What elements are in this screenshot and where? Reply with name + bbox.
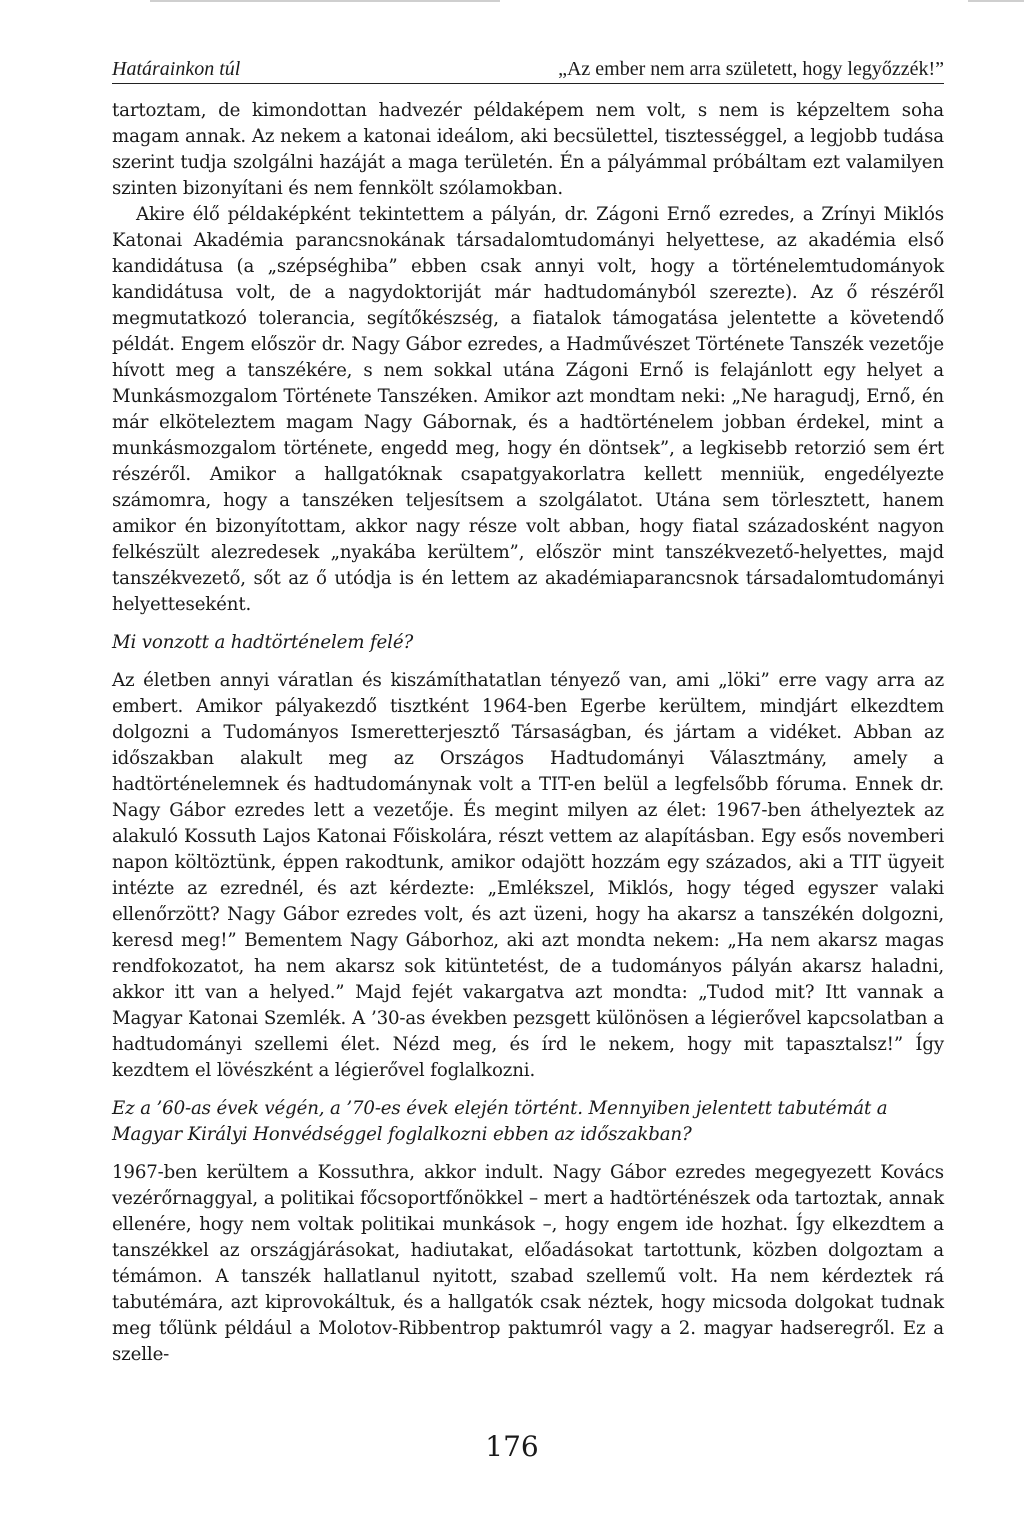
page-content (112, 58, 944, 1368)
interview-question-2: Ez a ’60-as évek végén, a ’70-es évek elején történt. Mennyiben jelentett tabutémát a Magyar Királyi Honvédséggel foglalkozni ebben az időszakban? (112, 1098, 888, 1145)
paragraph-continuation: tartoztam, de kimondottan hadvezér példaképem nem volt, s nem is képzeltem soha magam annak. Az nekem a katonai ideálom, aki becsülettel, tisztességgel, a legjobb tudása szerint tudja szolgálni hazáját a maga területén. Én a pályámmal próbáltam ezt valamilyen szinten bizonyítani és nem fennkölt szólamokban. (112, 100, 944, 199)
page-number: 176 (485, 1430, 539, 1463)
interview-question-1: Mi vonzott a hadtörténelem felé? (112, 632, 414, 653)
paragraph-role-model: Akire élő példaképként tekintettem a pályán, dr. Zágoni Ernő ezredes, a Zrínyi Miklós Katonai Akadémia parancsnokának társadalomtudományi helyettese, az akadémia első kandidátusa (a „szépséghiba” ebben csak annyi volt, hogy a történelemtudományok kandidátusa volt, de a nagydoktoriját már hadtudományból szerezte). Az ő részéről megmutatkozó tolerancia, segítőkészség, a fiatalok támogatása jelentette a követendő példát. Engem először dr. Nagy Gábor ezredes, a Hadművészet Története Tanszék vezetője hívott meg a tanszékére, s nem sokkal utána Zágoni Ernő is felajánlott egy helyet a Munkásmozgalom Története Tanszéken. Amikor azt mondtam neki: „Ne haragudj, Ernő, én már elköteleztem magam Nagy Gábornak, és a hadtörténelem jobban érdekel, mint a munkásmozgalom története, engedd meg, hogy én döntsek”, a legkisebb retorzió sem ért részéről. Amikor a hallgatóknak csapatgyakorlatra kellett menniük, engedélyezte számomra, hogy a tanszéken teljesítsem a szolgálatot. Utána sem törlesztett, hanem amikor én bizonyítottam, akkor nagy része volt abban, hogy fiatal századosként nagyon felkészült alezredesek „nyakába kerültem”, először mint tanszékvezető-helyettes, majd tanszékvezető, sőt az ő utódja is én lettem az akadémiaparancsnok társadalomtudományi helyetteseként. (112, 204, 944, 615)
scan-edge-right (968, 0, 1024, 2)
interview-answer-1: Az életben annyi váratlan és kiszámíthatatlan tényező van, ami „löki” erre vagy arra az embert. Amikor pályakezdő tisztként 1964-ben Egerbe kerültem, mindjárt elkezdtem dolgozni a Tudományos Ismeretterjesztő Társaságban, és jártam a vidéket. Abban az időszakban alakult meg az Országos Hadtudományi Választmány, amely a hadtörténelemnek és hadtudománynak volt a TIT-en belül a legfelsőbb fóruma. Ennek dr. Nagy Gábor ezredes lett a vezetője. És megint milyen az élet: 1967-ben áthelyeztek az alakuló Kossuth Lajos Katonai Főiskolára, részt vettem az alapításban. Egy esős novemberi napon költöztünk, éppen rakodtunk, amikor odajött hozzám egy százados, aki a TIT ügyeit intézte az ezrednél, és azt kérdezte: „Emlékszel, Miklós, hogy téged egyszer valaki ellenőrzött? Nagy Gábor ezredes volt, és azt üzeni, hogy ha akarsz a tanszékén dolgozni, keresd meg!” Bementem Nagy Gáborhoz, aki azt mondta nekem: „Ha nem akarsz magas rendfokozatot, ha nem akarsz sok kitüntetést, de a tudományos pályán akarsz haladni, akkor itt van a helyed.” Majd fejét vakargatva azt mondta: „Tudod mit? Itt vannak a Magyar Katonai Szemlék. A ’30-as években pezsgett különösen a légierővel kapcsolatban a hadtudományi szellemi élet. Nézd meg, és írd le nekem, hogy mit tapasztalsz!” Így kezdtem el lövészként a légierővel foglalkozni. (112, 670, 944, 1081)
running-header (112, 58, 944, 84)
header-section-title: Határainkon túl (112, 58, 241, 80)
body-text (112, 98, 944, 1368)
scan-edge-left (150, 0, 500, 2)
header-article-title: „Az ember nem arra született, hogy legyőzzék!” (558, 58, 944, 80)
interview-answer-2: 1967-ben kerültem a Kossuthra, akkor indult. Nagy Gábor ezredes megegyezett Kovács vezérőrnaggyal, a politikai főcsoportfőnökkel – mert a hadtörténészek oda tartoztak, annak ellenére, hogy nem voltak politikai munkások –, hogy engem ide hozhat. Így elkezdtem a tanszékkel az országjárásokat, hadiutakat, előadásokat tartottunk, közben dolgoztam a témámon. A tanszék hallatlanul nyitott, szabad szellemű volt. Ha nem kérdeztek rá tabutémára, azt kiprovokáltuk, és a hallgatók csak néztek, hogy micsoda dolgokat tudnak meg tőlünk például a Molotov-Ribbentrop paktumról vagy a 2. magyar hadseregről. Ez a szelle- (112, 1162, 944, 1365)
